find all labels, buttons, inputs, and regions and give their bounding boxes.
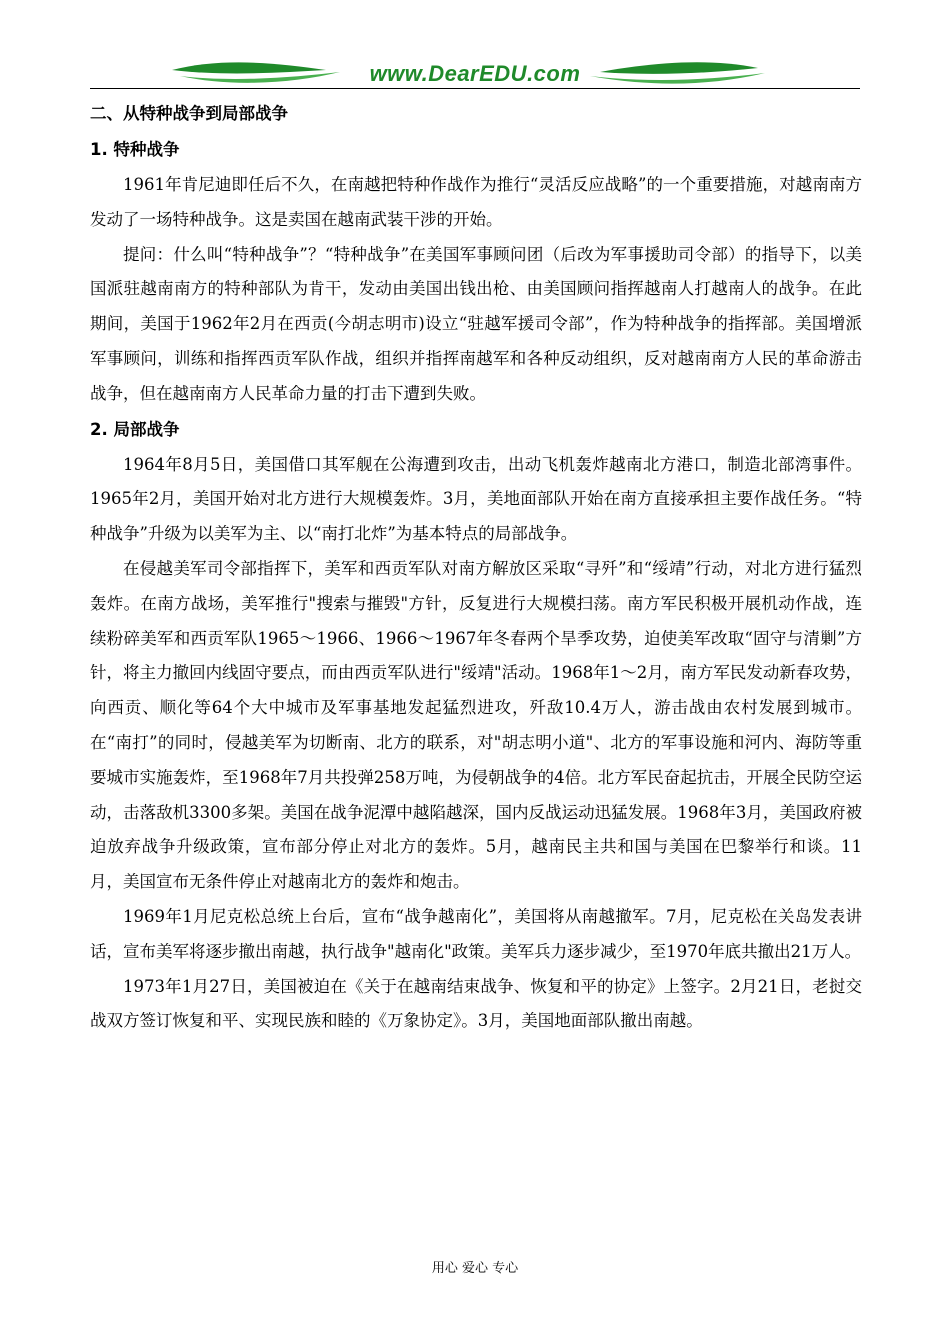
- paragraph: 1961年肯尼迪即任后不久，在南越把特种作战作为推行“灵活反应战略”的一个重要措施，对越南南方发动了一场特种战争。这是卖国在越南武装干涉的开始。: [90, 175, 862, 229]
- page-footer: 用心 爱心 专心: [431, 1261, 519, 1276]
- paragraph: 1969年1月尼克松总统上台后，宣布“战争越南化”，美国将从南越撤军。7月，尼克松在关岛发表讲话，宣布美军将逐步撤出南越，执行战争"越南化"政策。美军兵力逐步减少，至1970年底共撤出21万人。: [90, 906, 862, 961]
- paragraph: 提问：什么叫“特种战争”？“特种战争”在美国军事顾问团（后改为军事援助司令部）的指导下，以美国派驻越南南方的特种部队为肯干，发动由美国出钱出枪、由美国顾问指挥越南人打越南人的战争。在此期间，美国于1962年2月在西贡(今胡志明市)设立“驻越军援司令部”，作为特种战争的指挥部。美国增派军事顾问，训练和指挥西贡军队作战，组织并指挥南越军和各种反动组织，反对越南南方人民的革命游击战争，但在越南南方人民革命力量的打击下遭到失败。: [90, 244, 862, 403]
- paragraph: 在侵越美军司令部指挥下，美军和西贡军队对南方解放区采取“寻歼”和“绥靖”行动，对北方进行猛烈轰炸。在南方战场，美军推行"搜索与摧毁"方针，反复进行大规模扫荡。南方军民积极开展机动作战，连续粉碎美军和西贡军队1965～1966、1966～1967年冬春两个旱季攻势，迫使美军改取“固守与清剿”方针，将主力撤回内线固守要点，而由西贡军队进行"绥靖"活动。1968年1～2月，南方军民发动新春攻势，向西贡、顺化等64个大中城市及军事基地发起猛烈进攻，歼敌10.4万人，游击战由农村发展到城市。在“南打”的同时，侵越美军为切断南、北方的联系，对"胡志明小道"、北方的军事设施和河内、海防等重要城市实施轰炸，至1968年7月共投弹258万吨，为侵朝战争的4倍。北方军民奋起抗击，开展全民防空运动，击落敌机3300多架。美国在战争泥潭中越陷越深，国内反战运动迅猛发展。1968年3月，美国政府被迫放弃战争升级政策，宣布部分停止对北方的轰炸。5月，越南民主共和国与美国在巴黎举行和谈。11月，美国宣布无条件停止对越南北方的轰炸和炮击。: [90, 558, 862, 892]
- page-header: [90, 56, 860, 92]
- paragraph: 1964年8月5日，美国借口其军舰在公海遭到攻击，出动飞机轰炸越南北方港口，制造北部湾事件。1965年2月，美国开始对北方进行大规模轰炸。3月，美地面部队开始在南方直接承担主要作战任务。“特种战争”升级为以美军为主、以“南打北炸”为基本特点的局部战争。: [90, 454, 862, 544]
- section-title: 二、从特种战争到局部战争: [90, 104, 288, 123]
- header-rule: [90, 88, 860, 89]
- document-body: [90, 96, 862, 1039]
- site-url: www.DearEDU.com: [369, 61, 581, 86]
- subsection-heading-local-war: 2. 局部战争: [90, 419, 180, 439]
- subsection-heading-special-war: 1. 特种战争: [90, 140, 180, 159]
- paragraph: 1973年1月27日，美国被迫在《关于在越南结束战争、恢复和平的协定》上签字。2月21日，老挝交战双方签订恢复和平、实现民族和睦的《万象协定》。3月，美国地面部队撤出南越。: [90, 976, 862, 1031]
